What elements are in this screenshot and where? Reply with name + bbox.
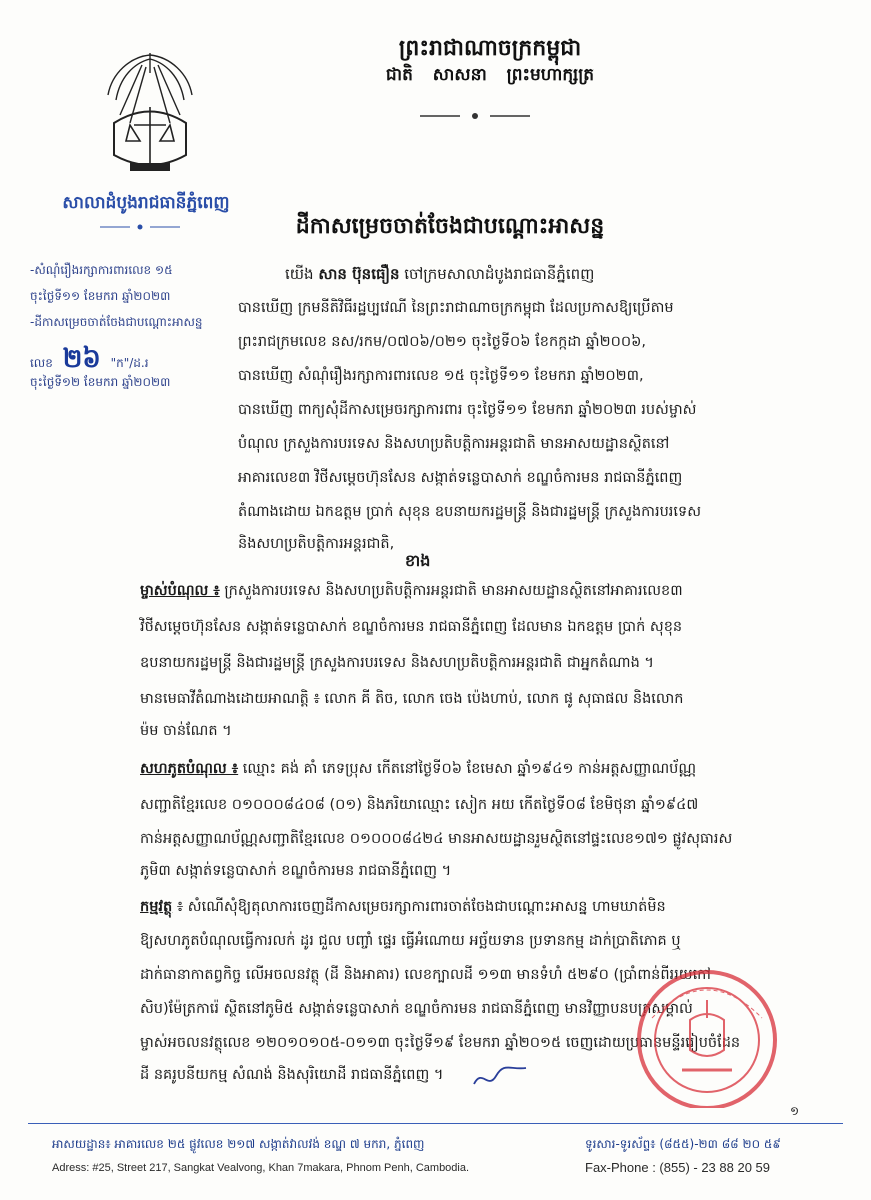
creditor-line: ឧបនាយករដ្ឋមន្ត្រី និងជារដ្ឋមន្ត្រី ក្រសួងការបរទេស និងសហប្រតិបត្តិការអន្តរជាតិ ជាអ្នកតំណាង ។ <box>140 655 654 671</box>
subject-line: ដាក់ធានាកាតព្វកិច្ច លើអចលនវត្ថុ (ដី និងអាគារ) លេខក្បាលដី ១១៣ មានទំហំ ៥២៩០ (ប្រាំពាន់ពីររយកៅ <box>140 967 711 983</box>
kingdom-title: ព្រះរាជាណាចក្រកម្ពុជា <box>398 35 582 61</box>
side-note-case-file: -សំណុំរឿងរក្សាការពារលេខ ១៥ <box>30 263 173 277</box>
page-number: ១ <box>790 1104 800 1118</box>
co-debtor-line: សញ្ជាតិខ្មែរលេខ ០១០០០៨៤០៨ (០១) និងភរិយាឈ្មោះ សៀក អយ កើតថ្ងៃទី០៨ ខែមិថុនា ឆ្នាំ១៩៤៧ <box>140 797 699 813</box>
footer-address-en: Adress: #25, Street 217, Sangkat Vealvong, Khan 7makara, Phnom Penh, Cambodia. <box>52 1162 470 1174</box>
judge-title: ចៅក្រមសាលាដំបូងរាជធានីភ្នំពេញ <box>404 265 595 283</box>
judge-name: សាន ប៊ុនធឿន <box>318 265 400 283</box>
judge-prefix: យើង <box>285 265 314 283</box>
subject-line: សិប)ម៉ែត្រការ៉េ ស្ថិតនៅភូមិ៥ សង្កាត់ទន្លេបាសាក់ ខណ្ឌចំការមន រាជធានីភ្នំពេញ មានវិញ្ញាបនបត្រសម្គាល់ <box>140 1001 693 1017</box>
signature-icon <box>470 1062 530 1092</box>
official-stamp-icon <box>612 958 802 1108</box>
side-note-order-date: ចុះថ្ងៃទី១២ ខែមករា ឆ្នាំ២០២៣ <box>30 375 171 389</box>
court-name: សាលាដំបូងរាជធានីភ្នំពេញ <box>62 193 230 213</box>
subject-line <box>140 898 666 919</box>
footer-divider <box>28 1123 843 1124</box>
recital-line: បំណុល ក្រសួងការបរទេស និងសហប្រតិបត្តិការអន្តរជាតិ មានអាសយដ្ឋានស្ថិតនៅ <box>238 436 670 452</box>
subject-text: ៖ សំណើសុំឱ្យតុលាការចេញដីកាសម្រេចរក្សាការពារចាត់ចែងជាបណ្តោះអាសន្ន ហាមឃាត់មិន <box>172 899 666 915</box>
subject-line: ឱ្យសហភូតបំណុលធ្វើការលក់ ដូរ ជួល បញ្ចាំ ផ្ទេរ ធ្វើអំណោយ អច្ឆ័យទាន ប្រទានកម្ម ដាក់ប្រាតិភោគ ឬ <box>140 933 681 949</box>
footer-address-kh: អាសយដ្ឋាន៖ អាគារលេខ ២៥ ផ្លូវលេខ ២១៧ សង្កាត់វាលវង់ ខណ្ឌ ៧ មករា, ភ្នំពេញ <box>52 1137 425 1151</box>
court-emblem-icon <box>100 45 200 185</box>
creditor-line: ម៉ម ចាន់ណែត ។ <box>140 723 232 739</box>
footer-phone-kh: ទូរសារ-ទូរស័ព្ទ៖ (៨៥៥)-២៣ ៨៨ ២០ ៥៩ <box>585 1137 781 1151</box>
creditor-text: ក្រសួងការបរទេស និងសហប្រតិបត្តិការអន្តរជាតិ មានអាសយដ្ឋានស្ថិតនៅអាគារលេខ៣ <box>219 583 683 599</box>
recital-line: តំណាងដោយ ឯកឧត្តម ប្រាក់ សុខុន ឧបនាយករដ្ឋមន្ត្រី និងជារដ្ឋមន្ត្រី ក្រសួងការបរទេស <box>238 504 702 520</box>
subject-label: កម្មវត្ថុ <box>140 899 173 915</box>
co-debtor-line: ភូមិ៣ សង្កាត់ទន្លេបាសាក់ ខណ្ឌចំការមន រាជធានីភ្នំពេញ ។ <box>140 863 452 879</box>
side-note-case-date: ចុះថ្ងៃទី១១ ខែមករា ឆ្នាំ២០២៣ <box>30 289 171 303</box>
co-debtor-text: ឈ្មោះ គង់ គាំ ភេទប្រុស កើតនៅថ្ងៃទី០៦ ខែមេសា ឆ្នាំ១៩៤១ កាន់អត្តសញ្ញាណប័ណ្ណ <box>238 761 697 777</box>
recital-line: បានឃើញ ពាក្យសុំដីកាសម្រេចរក្សាការពារ ចុះថ្ងៃទី១១ ខែមករា ឆ្នាំ២០២៣ របស់ម្ចាស់ <box>238 402 697 418</box>
co-debtor-label: សហភូតបំណុល ៖ <box>140 761 239 777</box>
national-motto: ជាតិ សាសនា ព្រះមហាក្សត្រ <box>385 65 595 85</box>
order-number: ២៦ <box>62 344 101 374</box>
recital-line: បានឃើញ សំណុំរឿងរក្សាការពារលេខ ១៥ ចុះថ្ងៃទី១១ ខែមករា ឆ្នាំ២០២៣, <box>238 368 644 384</box>
document-title: ដីកាសម្រេចចាត់ចែងជាបណ្តោះអាសន្ន <box>295 213 605 239</box>
ornament-divider-icon <box>100 222 180 232</box>
recital-line: និងសហប្រតិបត្តិការអន្តរជាតិ, <box>238 536 395 552</box>
creditor-line: មានមេធាវីតំណាងដោយអាណត្តិ ៖ លោក គី តិច, លោក ចេង ប៉េងហាប់, លោក ផូ សុធាផល និងលោក <box>140 691 684 707</box>
co-debtor-line: កាន់អត្តសញ្ញាណប័ណ្ណសញ្ជាតិខ្មែរលេខ ០១០០០៨៤២៤ មានអាសយដ្ឋានរួមស្ថិតនៅផ្ទះលេខ១៧១ ផ្លូវសុធារស <box>140 831 733 847</box>
ornament-divider-icon <box>420 110 530 122</box>
co-debtor-line <box>140 760 696 781</box>
section-heading: ខាង <box>405 551 431 570</box>
order-number-prefix: លេខ <box>30 356 53 370</box>
footer-phone-en: Fax-Phone : (855) - 23 88 20 59 <box>585 1160 771 1175</box>
subject-line: ម្ចាស់អចលនវត្ថុលេខ ១២០១០១០៥-០១១៣ ចុះថ្ងៃទី១៩ ខែមករា ឆ្នាំ២០១៥ ចេញដោយប្រធានមន្ទីររៀបចំដែន <box>140 1035 741 1051</box>
recital-line: បានឃើញ ក្រមនីតិវិធីរដ្ឋប្បវេណី នៃព្រះរាជាណាចក្រកម្ពុជា ដែលប្រកាសឱ្យប្រើតាម <box>238 300 674 316</box>
creditor-line <box>140 582 683 603</box>
creditor-label: ម្ចាស់បំណុល ៖ <box>140 583 220 599</box>
creditor-line: វិថីសម្តេចហ៊ុនសែន សង្កាត់ទន្លេបាសាក់ ខណ្ឌចំការមន រាជធានីភ្នំពេញ ដែលមាន ឯកឧត្តម ប្រាក់ សុខុន <box>140 619 683 635</box>
subject-line: ដី នគរូបនីយកម្ម សំណង់ និងសុរិយោដី រាជធានីភ្នំពេញ ។ <box>140 1067 444 1083</box>
recital-line: អាគារលេខ៣ វិថីសម្តេចហ៊ុនសែន សង្កាត់ទន្លេបាសាក់ ខណ្ឌចំការមន រាជធានីភ្នំពេញ <box>238 470 683 486</box>
recital-line: ព្រះរាជក្រមលេខ នស/រកម/០៧០៦/០២១ ចុះថ្ងៃទី០៦ ខែកក្កដា ឆ្នាំ២០០៦, <box>238 334 646 350</box>
side-note-order-type: -ដីកាសម្រេចចាត់ចែងជាបណ្តោះអាសន្ន <box>30 315 203 329</box>
judge-line <box>285 265 594 287</box>
order-number-suffix: "ក"/ដ.រ <box>110 356 149 370</box>
